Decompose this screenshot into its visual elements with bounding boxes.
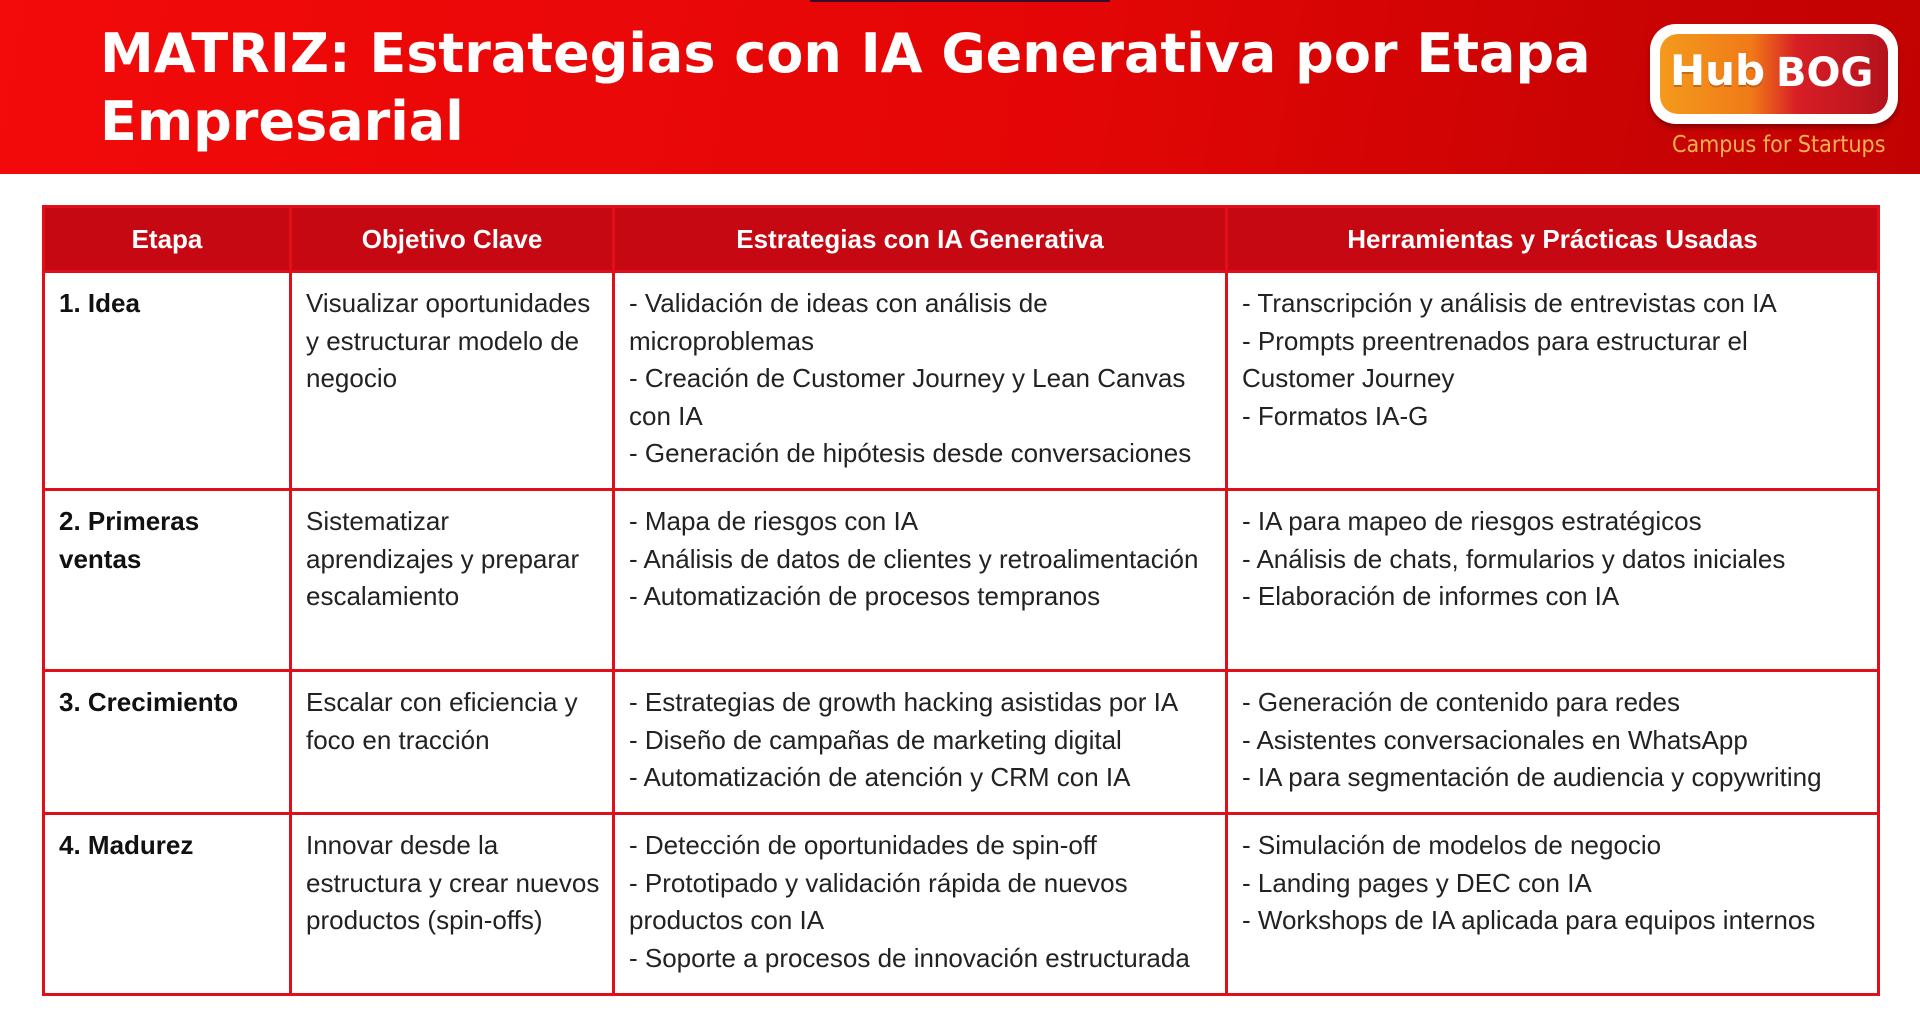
- table-row: [44, 272, 1879, 490]
- strategy-matrix-table: [42, 205, 1880, 996]
- objective-cell: Sistematizar aprendizajes y preparar escalamiento: [291, 490, 614, 671]
- strategy-item: - Análisis de datos de clientes y retroalimentación: [629, 543, 1199, 574]
- tool-item: - Prompts preentrenados para estructurar el Customer Journey: [1242, 325, 1748, 393]
- page-title: MATRIZ: Estrategias con IA Generativa por Etapa Empresarial: [100, 22, 1591, 153]
- logo-hub-text: Hub: [1670, 46, 1766, 95]
- stage-cell: 4. Madurez: [44, 814, 291, 995]
- strategy-item: - Estrategias de growth hacking asistidas por IA: [629, 687, 1179, 717]
- table-row: [44, 814, 1879, 995]
- column-header-objetivo: Objetivo Clave: [291, 207, 614, 272]
- stage-cell: 2. Primeras ventas: [44, 490, 291, 671]
- tool-item: - Workshops de IA aplicada para equipos internos: [1242, 905, 1816, 935]
- strategy-item: - Validación de ideas con análisis de microproblemas: [629, 288, 1048, 356]
- objective-cell: Visualizar oportunidades y estructurar modelo de negocio: [291, 272, 614, 490]
- header-banner: [0, 0, 1920, 174]
- logo-bog-text: BOG: [1776, 50, 1874, 96]
- strategies-cell: [614, 814, 1227, 995]
- tool-item: - Elaboración de informes con IA: [1242, 581, 1620, 611]
- strategy-item: - Automatización de procesos tempranos: [629, 581, 1101, 611]
- tool-item: - Generación de contenido para redes: [1242, 687, 1680, 717]
- strategy-item: - Creación de Customer Journey y Lean Canvas con IA: [629, 363, 1186, 431]
- strategy-item: - Soporte a procesos de innovación estructurada: [629, 942, 1190, 973]
- tools-cell: [1227, 671, 1879, 814]
- tools-cell: [1227, 490, 1879, 671]
- strategy-item: - Prototipado y validación rápida de nuevos productos con IA: [629, 867, 1128, 935]
- logo-tagline: Campus for Startups: [1672, 132, 1886, 158]
- strategies-cell: [614, 490, 1227, 671]
- tool-item: - Simulación de modelos de negocio: [1242, 830, 1662, 860]
- strategies-cell: [614, 671, 1227, 814]
- column-header-etapa: Etapa: [44, 207, 291, 272]
- strategy-item: - Generación de hipótesis desde conversaciones: [629, 438, 1192, 468]
- table-row: [44, 490, 1879, 671]
- strategies-cell: [614, 272, 1227, 490]
- tool-item: - IA para mapeo de riesgos estratégicos: [1242, 506, 1702, 536]
- tool-item: - Landing pages y DEC con IA: [1242, 867, 1592, 898]
- tool-item: - Asistentes conversacionales en WhatsApp: [1242, 724, 1748, 755]
- strategy-item: - Mapa de riesgos con IA: [629, 506, 919, 536]
- objective-cell: Innovar desde la estructura y crear nuevos productos (spin-offs): [291, 814, 614, 995]
- tool-item: - Formatos IA-G: [1242, 400, 1429, 431]
- tools-cell: [1227, 272, 1879, 490]
- objective-cell: Escalar con eficiencia y foco en tracción: [291, 671, 614, 814]
- stage-cell: 1. Idea: [44, 272, 291, 490]
- header-accent-line: [810, 0, 1110, 2]
- tools-cell: [1227, 814, 1879, 995]
- table-row: [44, 671, 1879, 814]
- tool-item: - Transcripción y análisis de entrevistas con IA: [1242, 288, 1777, 318]
- strategy-item: - Diseño de campañas de marketing digital: [629, 724, 1122, 755]
- tool-item: - IA para segmentación de audiencia y copywriting: [1242, 762, 1822, 792]
- column-header-herramientas: Herramientas y Prácticas Usadas: [1227, 207, 1879, 272]
- stage-cell: 3. Crecimiento: [44, 671, 291, 814]
- tool-item: - Análisis de chats, formularios y datos iniciales: [1242, 543, 1786, 574]
- column-header-estrategias: Estrategias con IA Generativa: [614, 207, 1227, 272]
- strategy-item: - Automatización de atención y CRM con IA: [629, 762, 1131, 792]
- strategy-item: - Detección de oportunidades de spin-off: [629, 830, 1097, 860]
- table-header-row: [44, 207, 1879, 272]
- hubbog-logo: [1648, 22, 1902, 162]
